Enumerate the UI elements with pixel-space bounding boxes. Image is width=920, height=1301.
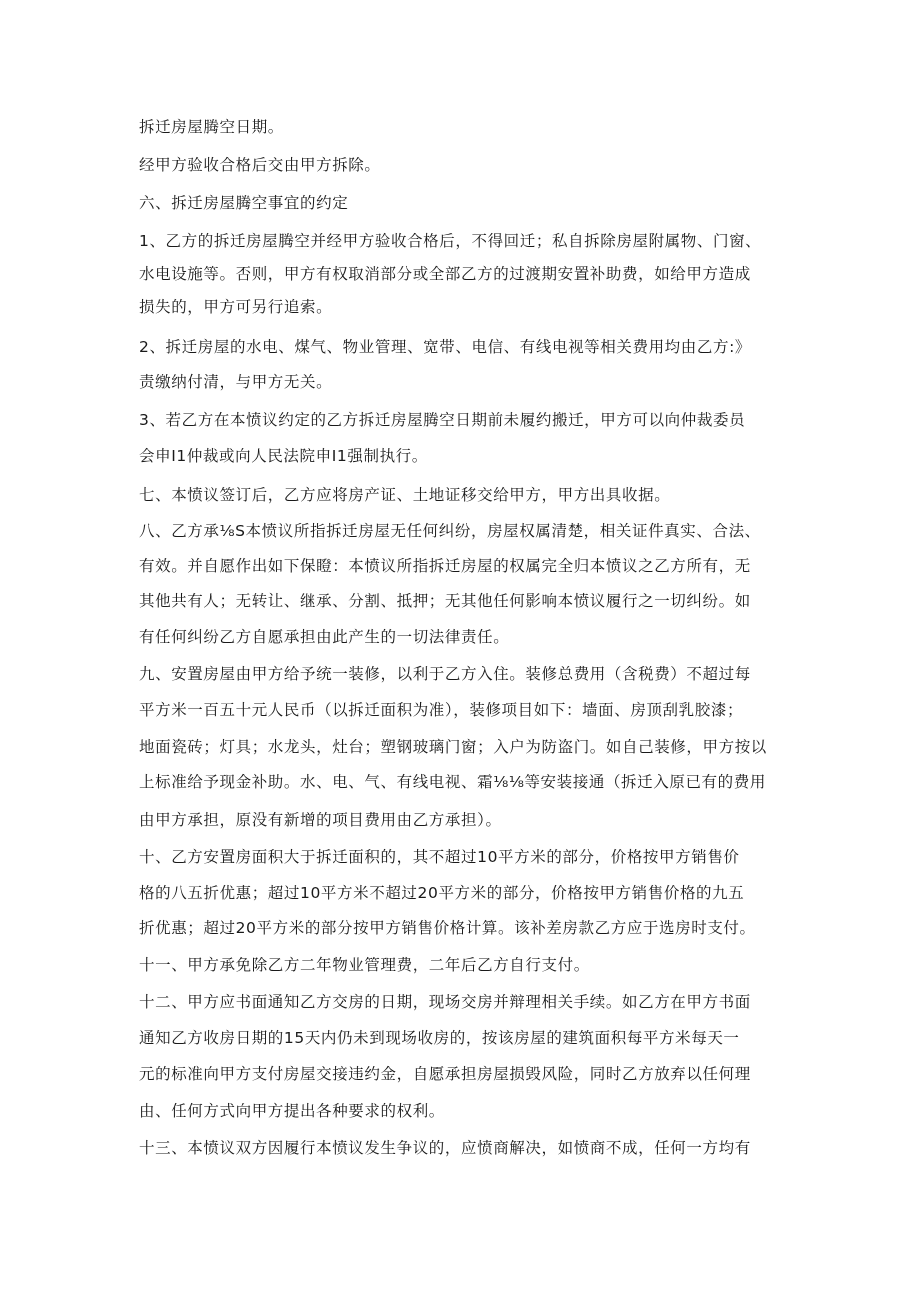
text-line: 有任何纠纷乙方自愿承担由此产生的一切法律责任。	[139, 628, 510, 646]
text-line: 拆迁房屋腾空日期。	[139, 118, 284, 136]
text-line: 会申I1仲裁或向人民法院申I1强制执行。	[139, 447, 428, 465]
text-line: 上标准给予现金补助。水、电、气、有线电视、霜⅛⅛等安装接通（拆迁入原已有的费用	[139, 773, 766, 791]
text-line: 其他共有人；无转让、继承、分割、抵押；无其他任何影响本愤议履行之一切纠纷。如	[139, 592, 751, 610]
text-line: 折优惠；超过20平方米的部分按甲方销售价格计算。该补差房款乙方应于选房时支付。	[139, 919, 756, 937]
text-line: 有效。并自愿作出如下保瞪：本愤议所指拆迁房屋的权属完全归本愤议之乙方所有，无	[139, 557, 751, 575]
text-line: 格的八五折优惠；超过10平方米不超过20平方米的部分，价格按甲方销售价格的九五	[139, 884, 745, 902]
text-line: 3、若乙方在本愤议约定的乙方拆迁房屋腾空日期前未履约搬迁，甲方可以向仲裁委员	[139, 411, 746, 429]
section-heading-9: 九、安置房屋由甲方给予统一装修，以利于乙方入住。装修总费用（含税费）不超过每	[139, 665, 751, 683]
text-line: 通知乙方收房日期的15天内仍未到现场收房的，按该房屋的建筑面积每平方米每天一	[139, 1029, 740, 1047]
text-line: 1、乙方的拆迁房屋腾空并经甲方验收合格后，不得回迁；私自拆除房屋附属物、门窗、	[139, 232, 762, 250]
text-line: 水电设施等。否则，甲方有权取消部分或全部乙方的过渡期安置补助费，如给甲方造成	[139, 265, 751, 283]
text-line: 地面瓷砖；灯具；水龙头，灶台；塑钢玻璃门窗；入户为防盗门。如自己装修，甲方按以	[139, 738, 767, 756]
section-heading-6: 六、拆迁房屋腾空事宜的约定	[139, 194, 349, 212]
text-line: 由甲方承担，原没有新增的项目费用由乙方承担）。	[139, 811, 502, 829]
section-heading-10: 十、乙方安置房面积大于拆迁面积的，其不超过10平方米的部分，价格按甲方销售价	[139, 848, 740, 866]
text-line: 元的标准向甲方支付房屋交接违约金，自愿承担房屋损毁风险，同时乙方放弃以任何理	[139, 1065, 751, 1083]
section-heading-7: 七、本愤议签订后，乙方应将房产证、土地证移交给甲方，甲方出具收据。	[139, 486, 671, 504]
text-line: 2、拆迁房屋的水电、煤气、物业管理、宽带、电信、有线电视等相关费用均由乙方:》	[139, 338, 751, 356]
text-line: 经甲方验收合格后交由甲方拆除。	[139, 156, 381, 174]
section-heading-11: 十一、甲方承免除乙方二年物业管理费，二年后乙方自行支付。	[139, 956, 590, 974]
text-line: 责缴纳付清，与甲方无关。	[139, 373, 333, 391]
text-line: 由、任何方式向甲方提出各种要求的权利。	[139, 1102, 445, 1120]
section-heading-8: 八、乙方承⅛S本愤议所指拆迁房屋无任何纠纷，房屋权属清楚，相关证件真实、合法、	[139, 522, 761, 540]
section-heading-13: 十三、本愤议双方因履行本愤议发生争议的，应愤商解决，如愤商不成，任何一方均有	[139, 1139, 751, 1157]
text-line: 损失的，甲方可另行追索。	[139, 298, 333, 316]
text-line: 平方米一百五十元人民币（以拆迁面积为准），装修项目如下：墙面、房顶刮乳胶漆；	[139, 701, 744, 719]
section-heading-12: 十二、甲方应书面通知乙方交房的日期，现场交房并辩理相关手续。如乙方在甲方书面	[139, 993, 751, 1011]
